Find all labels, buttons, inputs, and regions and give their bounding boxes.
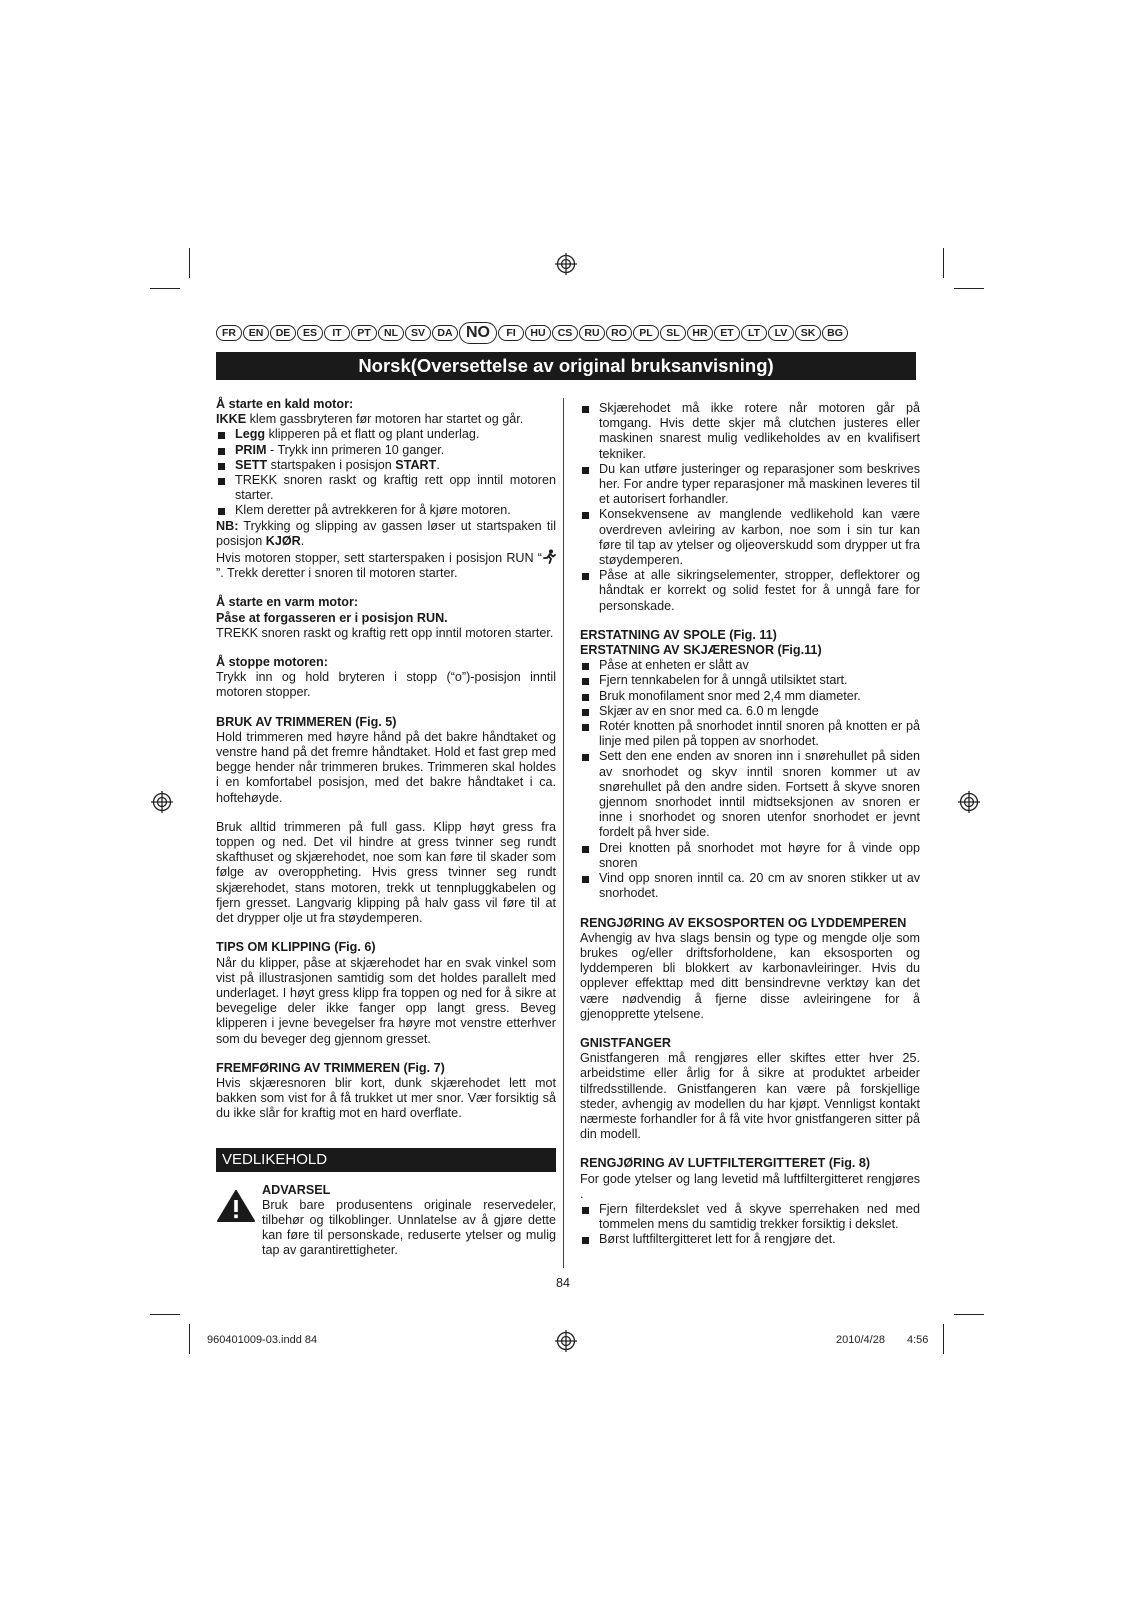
crop-mark <box>189 1324 190 1354</box>
spool-heading: ERSTATNING AV SPOLE (Fig. 11) <box>580 627 777 642</box>
stop-heading: Å stoppe motoren: <box>216 655 328 670</box>
language-tab-ru[interactable]: RU <box>579 325 605 341</box>
crop-mark <box>189 248 190 278</box>
spool-list <box>580 658 920 901</box>
list-item: Klem deretter på avtrekkeren for å kjøre motoren. <box>216 503 556 518</box>
use-trimmer-text-2: Bruk alltid trimmeren på full gass. Klipp høyt gress fra toppen og ned. Det vil hindre at gress tvinner seg rundt skafthuset og skjærehodet, noe som kan føre til skader som følge av overoppheting. Hvis gress tvinner seg rundt skjærehodet, stans motoren, trekk ut tennpluggkabelen og fjern gresset. Langvarig klipping på halv gass vil føre til at det drypper olje ut fra støydemperen. <box>216 819 556 926</box>
page-number: 84 <box>556 1276 571 1290</box>
list-item: Skjærehodet må ikke rotere når motoren går på tomgang. Hvis dette skjer må clutchen justeres eller maskinen snarest mulig vedlikeholdes av en kvalifisert tekniker. <box>580 401 920 462</box>
tips-heading: TIPS OM KLIPPING (Fig. 6) <box>216 940 376 955</box>
column-divider <box>563 398 564 1268</box>
line-heading: ERSTATNING AV SKJÆRESNOR (Fig.11) <box>580 643 822 658</box>
crop-mark <box>150 1314 180 1315</box>
language-tab-no[interactable]: NO <box>459 322 497 344</box>
feed-text: Hvis skjæresnoren blir kort, dunk skjærehodet lett mot bakken som vist for å få trukket ut mer snor. Vær forsiktig så du ikke slår for kraftig mot en hard overflate. <box>216 1075 556 1121</box>
language-tab-pl[interactable]: PL <box>633 325 659 341</box>
use-trimmer-text-1: Hold trimmeren med høyre hånd på det bakre håndtaket og venstre hand på det fremre håndtaket. Hold et fast grep med begge hender når trimmeren brukes. Trimmeren skal holdes i en komfortabel posisjon, med det bakre håndtaket i ca. hoftehøyde. <box>216 729 556 805</box>
language-tab-et[interactable]: ET <box>714 325 740 341</box>
exhaust-heading: RENGJØRING AV EKSOSPORTEN OG LYDDEMPEREN <box>580 915 907 930</box>
language-tab-sv[interactable]: SV <box>405 325 431 341</box>
registration-mark-icon <box>555 253 577 275</box>
language-tab-ro[interactable]: RO <box>606 325 632 341</box>
list-item: Skjær av en snor med ca. 6.0 m lengde <box>580 704 920 719</box>
list-item: PRIM - Trykk inn primeren 10 ganger. <box>216 443 556 458</box>
cold-start-heading: Å starte en kald motor: <box>216 397 354 411</box>
crop-mark <box>954 1314 984 1315</box>
use-trimmer-heading: BRUK AV TRIMMEREN (Fig. 5) <box>216 714 397 729</box>
registration-mark-icon <box>555 1330 577 1352</box>
spark-arrestor-heading: GNISTFANGER <box>580 1035 671 1050</box>
warning-title: ADVARSEL <box>262 1182 331 1197</box>
language-tab-sl[interactable]: SL <box>660 325 686 341</box>
language-tab-bg[interactable]: BG <box>822 325 848 341</box>
list-item: SETT startspaken i posisjon START. <box>216 458 556 473</box>
list-item: Konsekvensene av manglende vedlikehold kan være overdreven avleiring av karbon, noe som i sin tur kan føre til tap av ytelser og oljeoverskudd som drypper ut fra støydemperen. <box>580 507 920 568</box>
tips-text: Når du klipper, påse at skjærehodet har en svak vinkel som vist på illustrasjonen samtidig som det holdes parallelt med underlaget. I høyt gress klipp fra toppen og ned for å sikre at bevegelige deler ikke fanger opp langt gress. Beveg klipperen i jevne bevegelser fra høyre mot venstre etterhver som du beveger deg gjennom gresset. <box>216 955 556 1046</box>
crop-mark <box>954 288 984 289</box>
crop-mark <box>943 248 944 278</box>
language-tab-hu[interactable]: HU <box>525 325 551 341</box>
crop-mark <box>943 1324 944 1354</box>
language-tab-sk[interactable]: SK <box>795 325 821 341</box>
warning-text: Bruk bare produsentens originale reservedeler, tilbehør og tilkoblinger. Unnlatelse av å gjøre dette kan føre til personskade, reduserte ytelser og mulig tap av garantirettigheter. <box>262 1197 556 1258</box>
warm-start-subheading: Påse at forgasseren er i posisjon RUN. <box>216 610 448 625</box>
language-tab-lt[interactable]: LT <box>741 325 767 341</box>
list-item: Drei knotten på snorhodet mot høyre for å vinde opp snoren <box>580 841 920 871</box>
air-filter-list <box>580 1202 920 1248</box>
language-tab-da[interactable]: DA <box>432 325 458 341</box>
list-item: Legg klipperen på et flatt og plant underlag. <box>216 427 556 442</box>
list-item: Vind opp snoren inntil ca. 20 cm av snoren stikker ut av snorhodet. <box>580 871 920 901</box>
language-tab-fr[interactable]: FR <box>216 325 242 341</box>
left-column <box>216 397 556 1259</box>
air-filter-text: For gode ytelser og lang levetid må luftfiltergitteret rengjøres . <box>580 1171 920 1201</box>
list-item: Du kan utføre justeringer og reparasjoner som beskrives her. For andre typer reparasjoner må maskinen leveres til et autorisert forhandler. <box>580 462 920 508</box>
right-column <box>580 397 920 1248</box>
spark-arrestor-text: Gnistfangeren må rengjøres eller skiftes etter hver 25. arbeidstime eller årlig for å sikre at produktet arbeider tilfredsstillende. Gnistfangeren kan være på forskjellige steder, avhengig av modellen du har kjøpt. Vennligst kontakt nærmeste forhandler for å få vite hvor gnistfangeren sitter på din modell. <box>580 1051 920 1142</box>
warning-block <box>216 1183 556 1259</box>
slug-file: 960401009-03.indd 84 <box>207 1334 318 1346</box>
list-item: Rotér knotten på snorhodet inntil snoren på knotten er på linje med pilen på toppen av snorhodet. <box>580 719 920 749</box>
feed-heading: FREMFØRING AV TRIMMEREN (Fig. 7) <box>216 1060 445 1075</box>
list-item: Påse at alle sikringselementer, stropper, deflektorer og håndtak er korrekt og solid festet for å unngå fare for personskade. <box>580 568 920 614</box>
language-tab-de[interactable]: DE <box>270 325 296 341</box>
slug-date: 2010/4/28 <box>836 1334 885 1346</box>
maintenance-section-bar: VEDLIKEHOLD <box>216 1148 556 1172</box>
language-tab-lv[interactable]: LV <box>768 325 794 341</box>
language-tab-fi[interactable]: FI <box>498 325 524 341</box>
cold-start-list <box>216 427 556 518</box>
language-tab-cs[interactable]: CS <box>552 325 578 341</box>
cold-start-intro: IKKE klem gassbryteren før motoren har startet og går. <box>216 412 524 427</box>
registration-mark-icon <box>151 791 173 813</box>
language-selector <box>216 322 916 344</box>
list-item: Fjern filterdekslet ved å skyve sperrehaken ned med tommelen mens du samtidig trekker forsiktig i dekslet. <box>580 1202 920 1232</box>
slug-time: 4:56 <box>907 1334 929 1346</box>
warning-triangle-icon <box>216 1189 256 1223</box>
nb-note: NB: Trykking og slipping av gassen løser ut startspaken til posisjon KJØR. <box>216 518 556 548</box>
language-tab-es[interactable]: ES <box>297 325 323 341</box>
registration-mark-icon <box>958 791 980 813</box>
page-title: Norsk(Oversettelse av original bruksanvisning) <box>216 352 916 380</box>
language-tab-en[interactable]: EN <box>243 325 269 341</box>
crop-mark <box>150 288 180 289</box>
language-tab-pt[interactable]: PT <box>351 325 377 341</box>
list-item: Børst luftfiltergitteret lett for å rengjøre det. <box>580 1232 920 1247</box>
language-tab-nl[interactable]: NL <box>378 325 404 341</box>
language-tab-it[interactable]: IT <box>324 325 350 341</box>
warm-start-heading: Å starte en varm motor: <box>216 595 359 610</box>
run-mode-icon <box>542 549 556 564</box>
exhaust-text: Avhengig av hva slags bensin og type og mengde olje som brukes og/eller driftsforholdene, kan eksosporten og lyddemperen bli blokkert av karbonavleiringer. Hvis du opplever effekttap med ditt bensindrevne verktøy kan det være nødvendig å fjerne disse avleiringene for å gjenopprette ytelsene. <box>580 930 920 1021</box>
stop-text: Trykk inn og hold bryteren i stopp (“o”)-posisjon inntil motoren stopper. <box>216 670 556 700</box>
list-item: TREKK snoren raskt og kraftig rett opp inntil motoren starter. <box>216 473 556 503</box>
warm-start-text: TREKK snoren raskt og kraftig rett opp inntil motoren starter. <box>216 625 554 640</box>
list-item: Bruk monofilament snor med 2,4 mm diameter. <box>580 689 920 704</box>
list-item: Sett den ene enden av snoren inn i snørehullet på siden av snorhodet og skyv inntil snoren kommer ut av snørehullet på den andre siden. Fortsett å skyve snoren gjennom snorhodet inntil midtseksjonen av snoren er inne i snorhodet og snoren utenfor snorhodet er jevnt fordelt på hver side. <box>580 749 920 840</box>
list-item: Påse at enheten er slått av <box>580 658 920 673</box>
language-tab-hr[interactable]: HR <box>687 325 713 341</box>
maintenance-list <box>580 401 920 614</box>
list-item: Fjern tennkabelen for å unngå utilsiktet start. <box>580 673 920 688</box>
air-filter-heading: RENGJØRING AV LUFTFILTERGITTERET (Fig. 8) <box>580 1156 871 1171</box>
run-text: Hvis motoren stopper, sett starterspaken i posisjon RUN “”. Trekk deretter i snoren til motoren starter. <box>216 549 556 581</box>
